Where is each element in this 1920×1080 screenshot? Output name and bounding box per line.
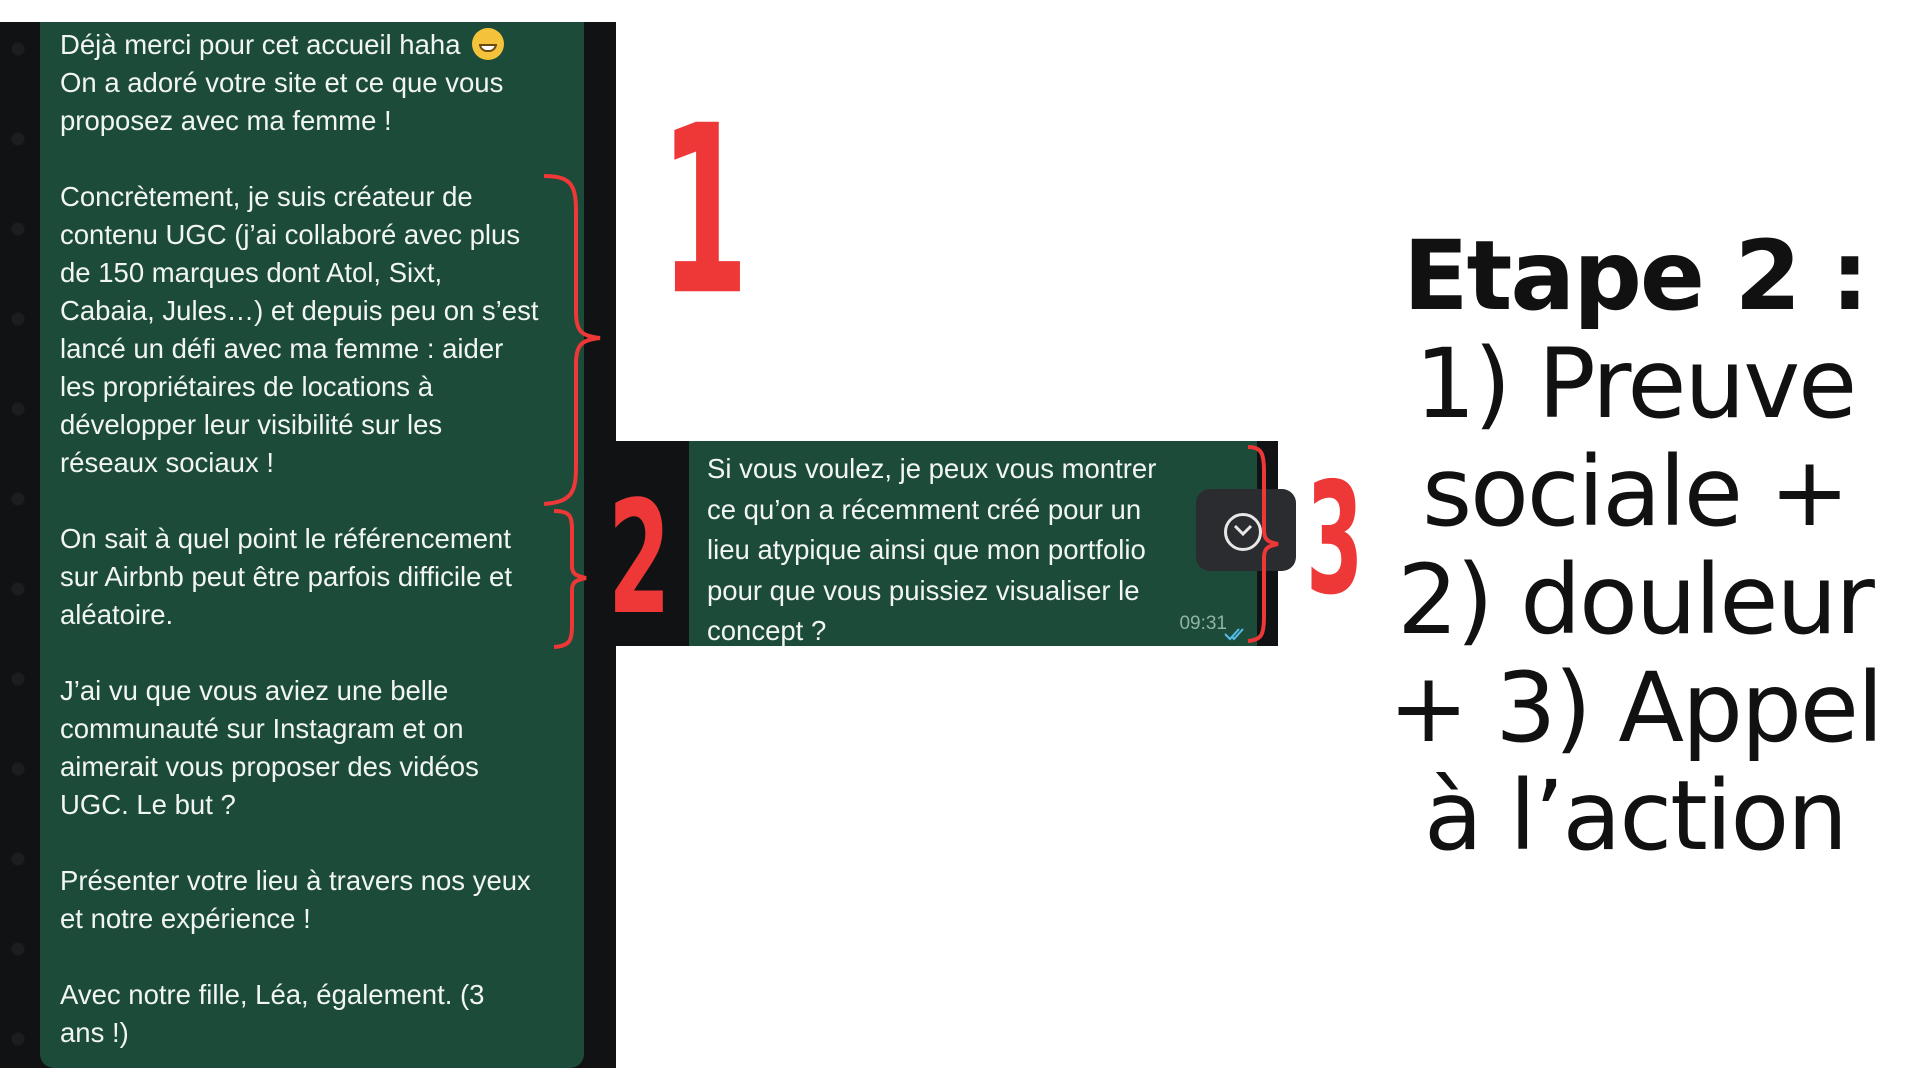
second-message-text: Si vous voulez, je peux vous montrer ce qu’on a récemment créé pour un lieu atypique ainsi que mon portfolio pour que vous puissiez visualiser le concept ?: [707, 453, 1157, 646]
caption-line: à l’action: [1423, 760, 1847, 872]
caption-line: 2) douleur: [1397, 544, 1873, 656]
message-paragraph-3: On sait à quel point le référencement sur Airbnb peut être parfois difficile et aléatoire.: [60, 523, 512, 630]
marker-number-2: 2: [608, 469, 671, 650]
brace-1: [538, 172, 608, 508]
message-paragraph-2: Concrètement, je suis créateur de contenu UGC (j’ai collaboré avec plus de 150 marques dont Atol, Sixt, Cabaia, Jules…) et depuis peu on s’est lancé un défi avec ma femme : aider les propriétaires de locations à développer leur visibilité sur les réseaux sociaux !: [60, 181, 539, 478]
caption-title: Etape 2 :: [1402, 220, 1868, 332]
message-bubble-main: [40, 22, 584, 1068]
message-paragraph-1: Déjà merci pour cet accueil haha On a adoré votre site et ce que vous proposez avec ma femme !: [60, 29, 504, 136]
message-paragraph-6: Avec notre fille, Léa, également. (3 ans !): [60, 979, 485, 1048]
message-timestamp: 09:31: [1179, 612, 1227, 634]
caption-line: sociale +: [1422, 436, 1848, 548]
chat-panel-main: [0, 22, 616, 1068]
message-paragraph-4: J’ai vu que vous aviez une belle communauté sur Instagram et on aimerait vous proposer des vidéos UGC. Le but ?: [60, 675, 479, 820]
grinning-face-emoji-icon: [472, 28, 504, 60]
message-bubble-second: [689, 441, 1257, 646]
caption-line: + 3) Appel: [1388, 652, 1882, 764]
caption-line: 1) Preuve: [1414, 328, 1856, 440]
marker-number-3: 3: [1306, 449, 1364, 629]
brace-3: [1244, 444, 1284, 644]
step-caption: [1385, 222, 1885, 870]
message-paragraph-5: Présenter votre lieu à travers nos yeux et notre expérience !: [60, 865, 531, 934]
chat-panel-second: [616, 441, 1278, 646]
brace-2: [550, 508, 594, 650]
marker-number-1: 1: [660, 77, 749, 348]
